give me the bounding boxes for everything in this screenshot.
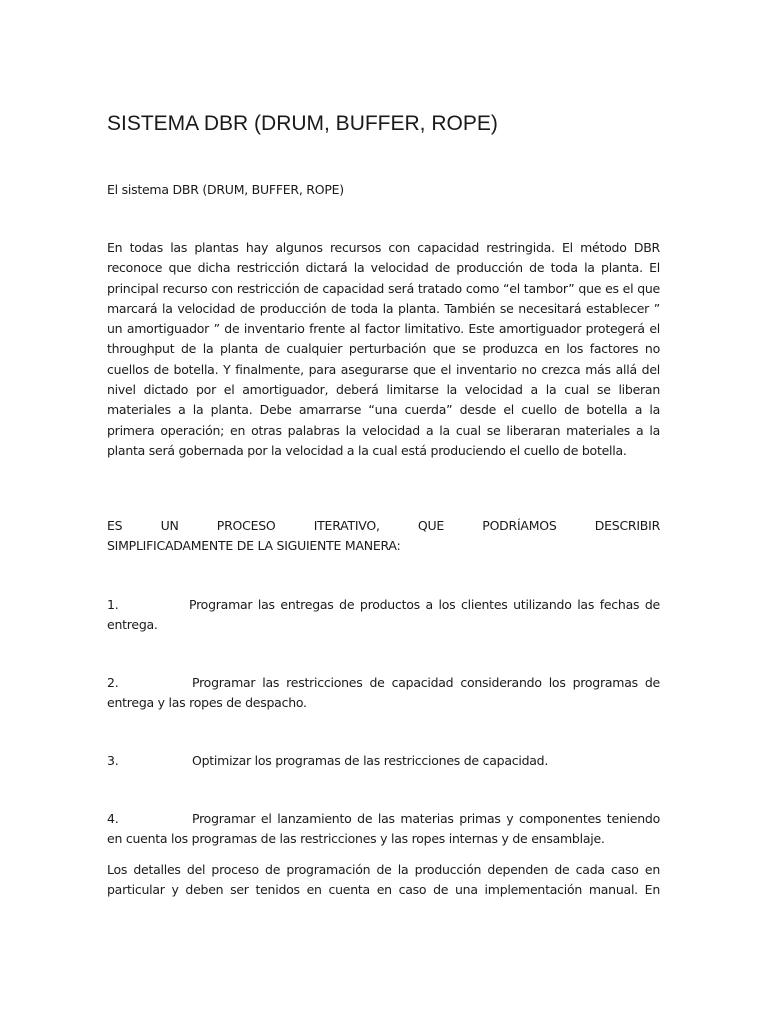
process-heading-line-1: ES UN PROCESO ITERATIVO, QUE PODRÍAMOS DESCRIBIR [107,518,660,533]
document-subtitle: El sistema DBR (DRUM, BUFFER, ROPE) [107,182,344,197]
document-title: SISTEMA DBR (DRUM, BUFFER, ROPE) [107,112,498,135]
list-item-number: 3. [107,753,119,768]
paragraph-details: Los detalles del proceso de programación de la producción dependen de cada caso en particular y deben ser tenidos en cuenta en caso de una implementación manual. En [107,862,660,898]
process-heading-line-2: SIMPLIFICADAMENTE DE LA SIGUIENTE MANERA: [107,538,401,554]
list-item-text: Programar las entregas de productos a los clientes utilizando las fechas de entrega. [107,597,660,633]
paragraph-process-heading [107,516,660,557]
list-item [107,595,660,636]
list-item-text: Programar las restricciones de capacidad considerando los programas de entrega y las ropes de despacho. [107,675,660,711]
list-item-number: 1. [107,597,119,612]
list-item [107,809,660,850]
list-item [107,673,660,714]
list-item [107,751,660,771]
list-item-number: 4. [107,811,119,826]
paragraph-intro: En todas las plantas hay algunos recursos con capacidad restringida. El método DBR reconoce que dicha restricción dictará la velocidad de producción de toda la planta. El principal recurso con restricción de capacidad será tratado como “el tambor” que es el que marcará la velocidad de producción de toda la planta. También se necesitará establecer ” un amortiguador ” de inventario frente al factor limitativo. Este amortiguador protegerá el throughput de la planta de cualquier perturbación que se produzca en los factores no cuellos de botella. Y finalmente, para asegurarse que el inventario no crezca más allá del nivel dictado por el amortiguador, deberá limitarse la velocidad a la cual se liberan materiales a la planta. Debe amarrarse “una cuerda” desde el cuello de botella a la primera operación; en otras palabras la velocidad a la cual se liberaran materiales a la planta será gobernada por la velocidad a la cual está produciendo el cuello de botella. [107,240,660,458]
list-item-text: Programar el lanzamiento de las materias primas y componentes teniendo en cuenta los programas de las restricciones y las ropes internas y de ensamblaje. [107,811,660,847]
list-item-number: 2. [107,675,119,690]
list-item-text: Optimizar los programas de las restricciones de capacidad. [192,753,549,768]
